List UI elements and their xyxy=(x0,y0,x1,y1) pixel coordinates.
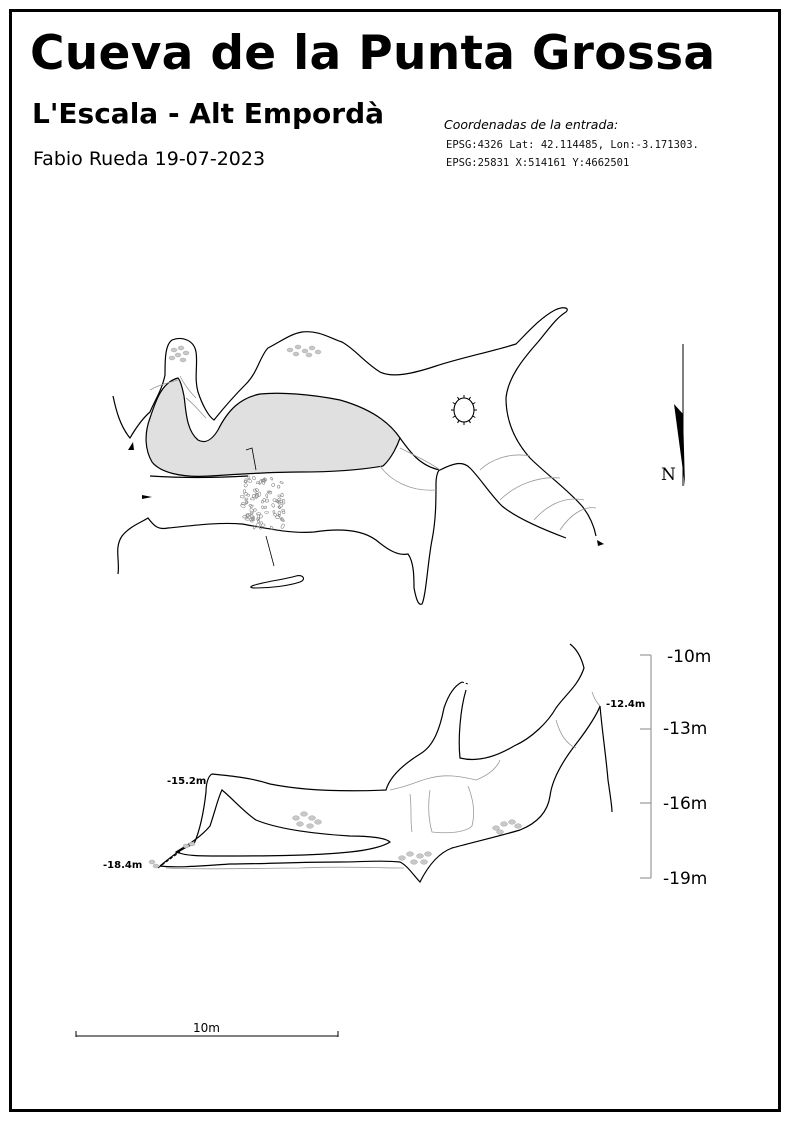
scree-rock xyxy=(252,494,255,497)
scree-rock xyxy=(282,499,285,504)
plan-rock-islet xyxy=(251,576,304,588)
scree-rock xyxy=(249,508,254,514)
scree-rock xyxy=(261,500,264,503)
shaft-tick xyxy=(453,403,456,405)
scree-rock xyxy=(278,495,281,497)
plan-floor-line xyxy=(380,466,436,490)
scree-rock xyxy=(251,498,255,501)
plan-view xyxy=(113,308,604,604)
scree-rock xyxy=(280,481,284,484)
scree-rock xyxy=(260,521,263,524)
entrance-marker xyxy=(142,495,152,499)
shaft-tick xyxy=(458,420,460,423)
scree-rock xyxy=(257,520,260,523)
scree-rock xyxy=(279,506,281,509)
plan-water-area xyxy=(146,378,400,476)
scree-rock xyxy=(271,503,275,507)
section-floor-line xyxy=(592,692,600,706)
section-floor-line xyxy=(390,760,500,790)
scree-rock xyxy=(271,483,275,487)
shaft-tick xyxy=(453,416,456,418)
scree-rock xyxy=(256,482,260,484)
section-floor-line xyxy=(556,720,576,748)
map-title: Cueva de la Punta Grossa xyxy=(30,26,716,81)
plan-floor-line xyxy=(500,478,560,500)
scree-rock xyxy=(261,506,263,509)
plan-boulder-cluster xyxy=(287,345,321,357)
shaft-tick xyxy=(469,420,471,423)
depth-scale-label: -19m xyxy=(663,869,708,889)
scree-rock xyxy=(280,523,285,529)
scree-rock xyxy=(273,498,278,502)
plan-wall-central xyxy=(400,438,566,538)
scree-rock xyxy=(252,476,256,481)
section-boulder-cluster xyxy=(493,820,522,835)
section-boulder-cluster xyxy=(399,852,432,865)
coordinates-label: Coordenadas de la entrada: xyxy=(444,117,619,132)
plan-scree-field xyxy=(240,476,285,531)
depth-mark-middle: -15.2m xyxy=(167,776,207,787)
section-view xyxy=(103,644,645,882)
depth-scale xyxy=(640,647,711,889)
scale-bar-label: 10m xyxy=(193,1021,220,1035)
coordinates-wgs84: EPSG:4326 Lat: 42.114485, Lon:-3.171303. xyxy=(446,139,699,151)
shaft-tick xyxy=(469,397,471,400)
section-boulder-cluster xyxy=(293,812,322,829)
section-floor-line xyxy=(410,794,412,832)
scree-rock xyxy=(270,477,273,480)
plan-floor-line xyxy=(480,455,530,470)
section-wall-outline xyxy=(160,682,462,866)
coordinates-utm: EPSG:25831 X:514161 Y:4662501 xyxy=(446,157,630,169)
scree-rock xyxy=(273,513,277,517)
section-wall-outline xyxy=(459,644,584,760)
depth-scale-label: -13m xyxy=(663,719,708,739)
scree-rock xyxy=(277,485,279,488)
scree-rock xyxy=(253,508,256,511)
scree-rock xyxy=(265,512,269,514)
section-floor-line xyxy=(429,786,474,833)
depth-mark-upper: -12.4m xyxy=(606,699,646,710)
map-subtitle: L'Escala - Alt Empordà xyxy=(32,97,385,130)
scree-rock xyxy=(247,476,250,481)
shaft-tick xyxy=(473,403,476,405)
plan-floor-line xyxy=(400,448,440,470)
depth-scale-label: -10m xyxy=(667,647,712,667)
scree-rock xyxy=(258,492,261,497)
author-date: Fabio Rueda 19-07-2023 xyxy=(33,148,266,170)
scree-rock xyxy=(264,506,268,509)
scree-rock xyxy=(243,483,248,488)
scree-rock xyxy=(266,494,268,498)
plan-floor-line xyxy=(534,499,584,520)
scree-rock xyxy=(273,510,275,513)
scale-bar xyxy=(76,1021,338,1037)
plan-boulder-cluster xyxy=(169,346,189,362)
plan-shaft-symbol xyxy=(451,395,477,425)
section-dashed-line xyxy=(462,682,468,684)
scree-rock xyxy=(277,497,282,502)
plan-wall-south xyxy=(118,470,440,604)
shaft-tick xyxy=(458,397,460,400)
scree-rock xyxy=(253,488,258,492)
entrance-marker xyxy=(597,540,604,546)
scree-rock xyxy=(240,495,245,498)
scree-rock xyxy=(270,526,274,531)
north-arrow xyxy=(661,344,685,486)
plan-floor-line xyxy=(186,398,206,418)
north-label: N xyxy=(661,465,676,485)
shaft-tick xyxy=(473,416,476,418)
section-wall-outline xyxy=(600,706,612,812)
scree-rock xyxy=(281,509,284,511)
plan-connector-line xyxy=(266,536,274,566)
scree-rock xyxy=(247,494,250,497)
depth-mark-lower: -18.4m xyxy=(103,860,143,871)
section-wall-outline xyxy=(176,790,390,856)
depth-scale-label: -16m xyxy=(663,794,708,814)
plan-wall-east xyxy=(506,342,596,536)
section-floor-line xyxy=(166,867,404,869)
entrance-marker xyxy=(128,442,134,450)
